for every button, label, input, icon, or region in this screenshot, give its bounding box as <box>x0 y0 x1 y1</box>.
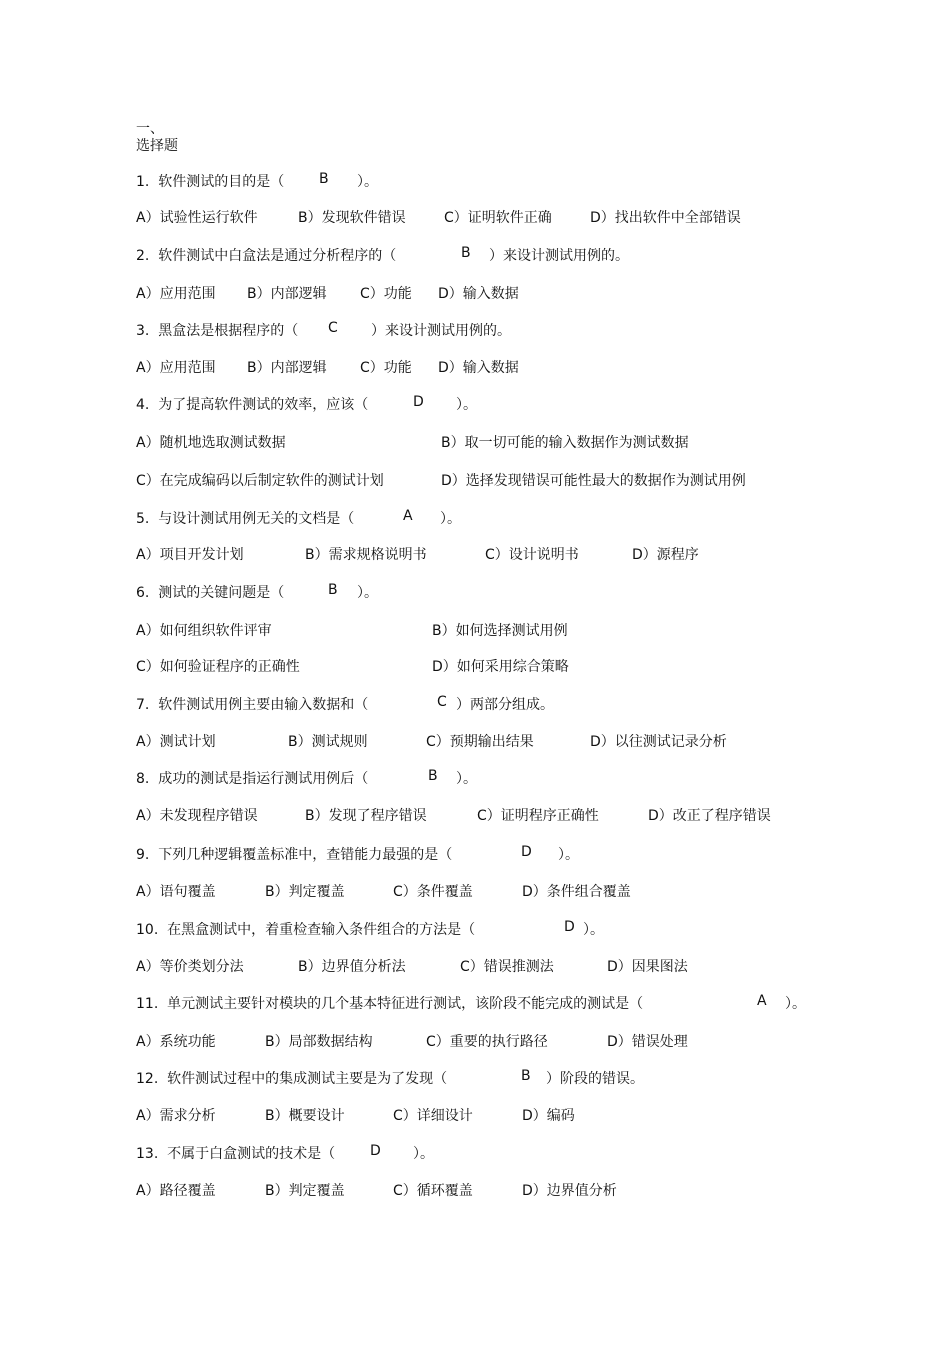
question-10-stem-end: ）。 <box>583 922 604 938</box>
question-6-option-d: D）如何采用综合策略 <box>432 659 569 675</box>
question-4-option-b: B）取一切可能的输入数据作为测试数据 <box>441 435 689 451</box>
question-2-stem-end: ）来设计测试用例的。 <box>489 248 629 264</box>
question-12-option-d: D）编码 <box>522 1108 575 1124</box>
question-5-option-d: D）源程序 <box>632 547 699 563</box>
question-13-option-d: D）边界值分析 <box>522 1183 617 1199</box>
question-12-option-b: B）概要设计 <box>265 1108 345 1124</box>
question-6-stem: 6. 测试的关键问题是（ <box>136 585 285 601</box>
question-7-option-d: D）以往测试记录分析 <box>590 734 727 750</box>
question-13-option-c: C）循环覆盖 <box>393 1183 473 1199</box>
question-10-option-c: C）错误推测法 <box>460 959 554 975</box>
question-6-answer: B <box>328 582 338 598</box>
question-2-option-d: D）输入数据 <box>438 286 519 302</box>
question-12-answer: B <box>521 1068 531 1084</box>
question-11-stem: 11. 单元测试主要针对模块的几个基本特征进行测试，该阶段不能完成的测试是（ <box>136 996 644 1012</box>
question-11-option-d: D）错误处理 <box>607 1034 688 1050</box>
question-11-answer: A <box>757 993 767 1009</box>
question-3-stem: 3. 黑盒法是根据程序的（ <box>136 323 299 339</box>
question-3-option-d: D）输入数据 <box>438 360 519 376</box>
question-9-answer: D <box>521 844 532 860</box>
question-2-option-b: B）内部逻辑 <box>247 286 327 302</box>
question-13-option-b: B）判定覆盖 <box>265 1183 345 1199</box>
question-12-option-a: A）需求分析 <box>136 1108 216 1124</box>
question-5-option-a: A）项目开发计划 <box>136 547 244 563</box>
question-1-option-a: A）试验性运行软件 <box>136 210 258 226</box>
question-8-answer: B <box>428 768 438 784</box>
question-4-option-d: D）选择发现错误可能性最大的数据作为测试用例 <box>441 473 746 489</box>
question-13-stem-end: ）。 <box>413 1146 434 1162</box>
question-4-answer: D <box>413 394 424 410</box>
question-9-option-b: B）判定覆盖 <box>265 884 345 900</box>
question-8-option-c: C）证明程序正确性 <box>477 808 599 824</box>
question-9-stem: 9. 下列几种逻辑覆盖标准中，查错能力最强的是（ <box>136 847 453 863</box>
question-1-stem-end: ）。 <box>357 174 378 190</box>
question-1-option-d: D）找出软件中全部错误 <box>590 210 741 226</box>
question-13-answer: D <box>370 1143 381 1159</box>
question-2-answer: B <box>461 245 471 261</box>
question-5-stem: 5. 与设计测试用例无关的文档是（ <box>136 511 355 527</box>
question-10-option-b: B）边界值分析法 <box>298 959 406 975</box>
question-5-answer: A <box>403 508 413 524</box>
question-11-option-b: B）局部数据结构 <box>265 1034 373 1050</box>
question-10-answer: D <box>564 919 575 935</box>
question-11-option-c: C）重要的执行路径 <box>426 1034 548 1050</box>
question-7-stem-end: ）两部分组成。 <box>456 697 554 713</box>
question-8-option-a: A）未发现程序错误 <box>136 808 258 824</box>
question-10-option-a: A）等价类划分法 <box>136 959 244 975</box>
question-8-option-b: B）发现了程序错误 <box>305 808 427 824</box>
question-8-option-d: D）改正了程序错误 <box>648 808 771 824</box>
question-7-answer: C <box>437 694 447 710</box>
question-2-option-a: A）应用范围 <box>136 286 216 302</box>
question-2-stem: 2. 软件测试中白盒法是通过分析程序的（ <box>136 248 397 264</box>
question-6-option-b: B）如何选择测试用例 <box>432 623 568 639</box>
section-title: 选择题 <box>136 138 178 154</box>
question-9-option-a: A）语句覆盖 <box>136 884 216 900</box>
question-9-stem-end: ）。 <box>558 847 579 863</box>
question-3-stem-end: ）来设计测试用例的。 <box>371 323 511 339</box>
question-3-option-a: A）应用范围 <box>136 360 216 376</box>
question-10-stem: 10. 在黑盒测试中，着重检查输入条件组合的方法是（ <box>136 922 476 938</box>
question-1-option-b: B）发现软件错误 <box>298 210 406 226</box>
question-2-option-c: C）功能 <box>360 286 412 302</box>
question-8-stem: 8. 成功的测试是指运行测试用例后（ <box>136 771 369 787</box>
question-1-stem: 1. 软件测试的目的是（ <box>136 174 285 190</box>
question-6-stem-end: ）。 <box>357 585 378 601</box>
question-4-option-c: C）在完成编码以后制定软件的测试计划 <box>136 473 384 489</box>
question-6-option-a: A）如何组织软件评审 <box>136 623 272 639</box>
question-4-stem-end: ）。 <box>456 397 477 413</box>
question-5-option-c: C）设计说明书 <box>485 547 579 563</box>
question-12-option-c: C）详细设计 <box>393 1108 473 1124</box>
question-6-option-c: C）如何验证程序的正确性 <box>136 659 300 675</box>
question-3-answer: C <box>328 320 338 336</box>
question-13-option-a: A）路径覆盖 <box>136 1183 216 1199</box>
question-1-option-c: C）证明软件正确 <box>444 210 552 226</box>
question-4-stem: 4. 为了提高软件测试的效率，应该（ <box>136 397 369 413</box>
question-9-option-d: D）条件组合覆盖 <box>522 884 631 900</box>
question-7-option-a: A）测试计划 <box>136 734 216 750</box>
question-10-option-d: D）因果图法 <box>607 959 688 975</box>
question-5-stem-end: ）。 <box>440 511 461 527</box>
question-4-option-a: A）随机地选取测试数据 <box>136 435 286 451</box>
question-5-option-b: B）需求规格说明书 <box>305 547 427 563</box>
question-7-stem: 7. 软件测试用例主要由输入数据和（ <box>136 697 369 713</box>
question-13-stem: 13. 不属于白盒测试的技术是（ <box>136 1146 336 1162</box>
question-7-option-b: B）测试规则 <box>288 734 368 750</box>
question-3-option-c: C）功能 <box>360 360 412 376</box>
question-11-stem-end: ）。 <box>785 996 806 1012</box>
section-number: 一、 <box>136 121 164 137</box>
question-12-stem: 12. 软件测试过程中的集成测试主要是为了发现（ <box>136 1071 448 1087</box>
question-8-stem-end: ）。 <box>456 771 477 787</box>
question-9-option-c: C）条件覆盖 <box>393 884 473 900</box>
question-11-option-a: A）系统功能 <box>136 1034 216 1050</box>
question-12-stem-end: ）阶段的错误。 <box>546 1071 644 1087</box>
question-1-answer: B <box>319 171 329 187</box>
question-3-option-b: B）内部逻辑 <box>247 360 327 376</box>
question-7-option-c: C）预期输出结果 <box>426 734 534 750</box>
